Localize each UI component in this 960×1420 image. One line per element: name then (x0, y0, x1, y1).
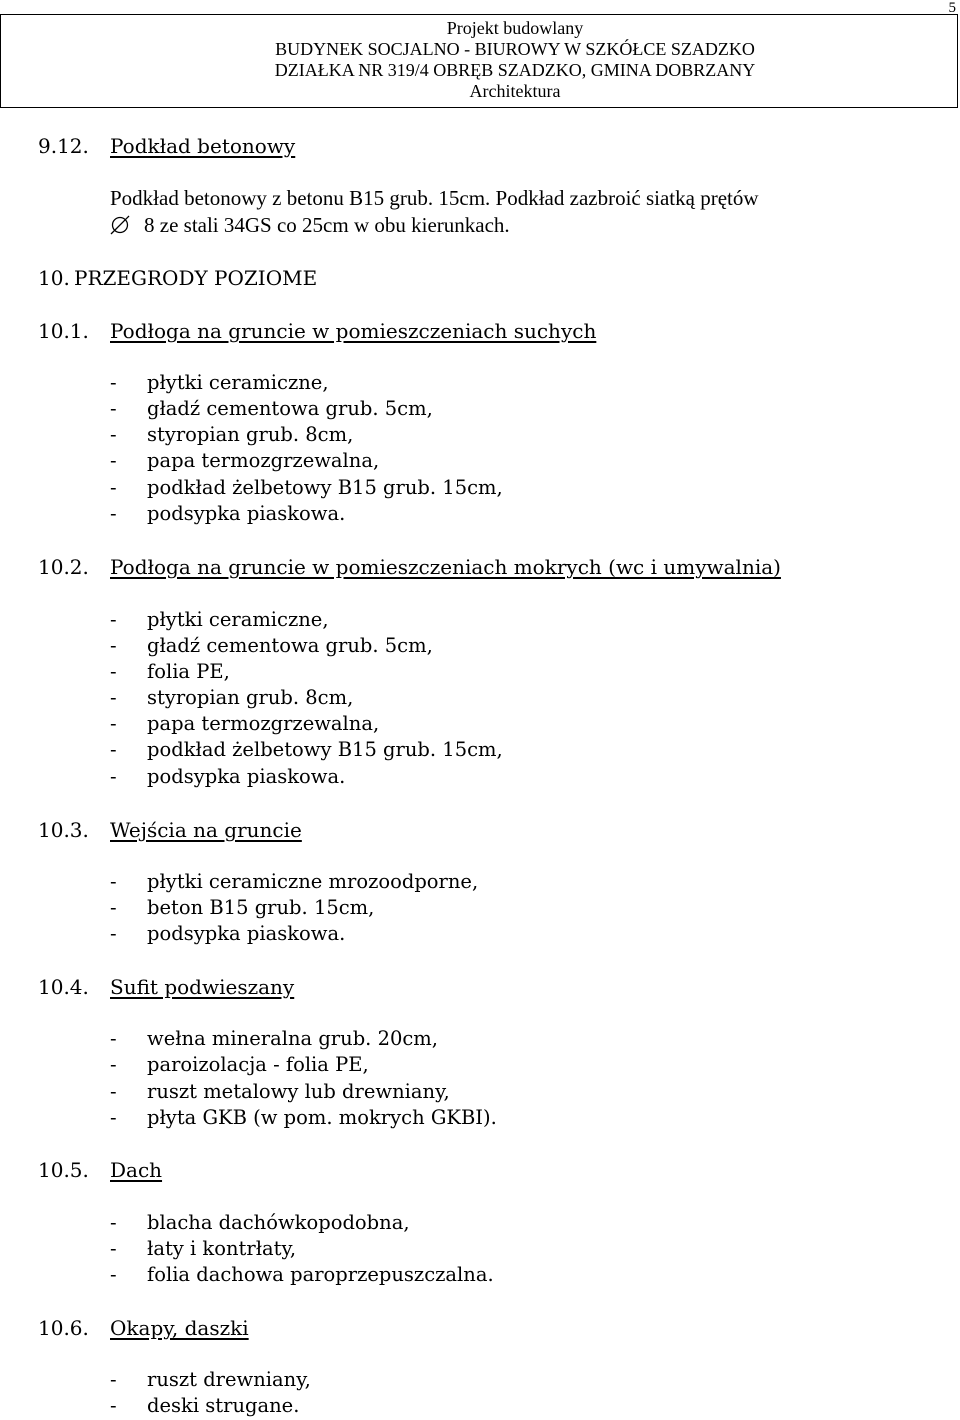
section-number: 10.4. (38, 975, 89, 999)
section-number: 9.12. (38, 134, 89, 158)
list-item: - styropian grub. 8cm, (110, 423, 354, 446)
section-number: 10.1. (38, 319, 89, 343)
section-title: Wejścia na gruncie (110, 818, 302, 842)
document-header (0, 14, 958, 108)
section-number: 10.3. (38, 818, 89, 842)
header-building: BUDYNEK SOCJALNO - BIUROWY W SZKÓŁCE SZADZKO (275, 39, 755, 59)
section-number: 10.6. (38, 1316, 89, 1340)
section-title: Dach (110, 1158, 163, 1182)
list-item: - folia dachowa paroprzepuszczalna. (110, 1263, 494, 1286)
list-item: - płyta GKB (w pom. mokrych GKBI). (110, 1106, 497, 1129)
page-number: 5 (948, 0, 956, 16)
header-text (111, 15, 919, 102)
paragraph-text: 8 ze stali 34GS co 25cm w obu kierunkach. (144, 213, 510, 237)
section-number: 10. (38, 266, 70, 290)
list-item: - gładź cementowa grub. 5cm, (110, 634, 433, 657)
header-discipline: Architektura (469, 81, 561, 101)
list-item: - łaty i kontrłaty, (110, 1237, 297, 1260)
section-title: Podłoga na gruncie w pomieszczeniach suchych (110, 319, 597, 343)
list-item: - ruszt metalowy lub drewniany, (110, 1080, 450, 1103)
list-item: - blacha dachówkopodobna, (110, 1211, 410, 1234)
list-item: - płytki ceramiczne, (110, 371, 329, 394)
list-item: - gładź cementowa grub. 5cm, (110, 397, 433, 420)
list-item: - folia PE, (110, 660, 230, 683)
section-title: PRZEGRODY POZIOME (74, 266, 318, 290)
list-item: - beton B15 grub. 15cm, (110, 896, 375, 919)
list-item: - wełna mineralna grub. 20cm, (110, 1027, 438, 1050)
list-item: - podkład żelbetowy B15 grub. 15cm, (110, 738, 503, 761)
list-item: - podsypka piaskowa. (110, 765, 346, 788)
list-item: - papa termozgrzewalna, (110, 712, 380, 735)
list-item: - podsypka piaskowa. (110, 502, 346, 525)
list-item: - podsypka piaskowa. (110, 922, 346, 945)
list-item: - płytki ceramiczne, (110, 608, 329, 631)
paragraph-line (110, 212, 510, 238)
list-item: - podkład żelbetowy B15 grub. 15cm, (110, 476, 503, 499)
list-item: - płytki ceramiczne mrozoodporne, (110, 870, 479, 893)
section-title: Sufit podwieszany (110, 975, 295, 999)
section-title: Podkład betonowy (110, 134, 296, 158)
header-plot: DZIAŁKA NR 319/4 OBRĘB SZADZKO, GMINA DOBRZANY (274, 60, 756, 80)
section-number: 10.5. (38, 1158, 89, 1182)
section-number: 10.2. (38, 555, 89, 579)
list-item: - ruszt drewniany, (110, 1368, 311, 1391)
section-title: Podłoga na gruncie w pomieszczeniach mokrych (wc i umywalnia) (110, 555, 781, 579)
section-title: Okapy, daszki (110, 1316, 249, 1340)
list-item: - paroizolacja - folia PE, (110, 1053, 369, 1076)
paragraph-line: Podkład betonowy z betonu B15 grub. 15cm. Podkład zazbroić siatką prętów (110, 186, 759, 210)
list-item: - styropian grub. 8cm, (110, 686, 354, 709)
list-item: - deski strugane. (110, 1394, 300, 1417)
list-item: - papa termozgrzewalna, (110, 449, 380, 472)
header-project-type: Projekt budowlany (446, 18, 584, 38)
diameter-icon (110, 215, 130, 235)
